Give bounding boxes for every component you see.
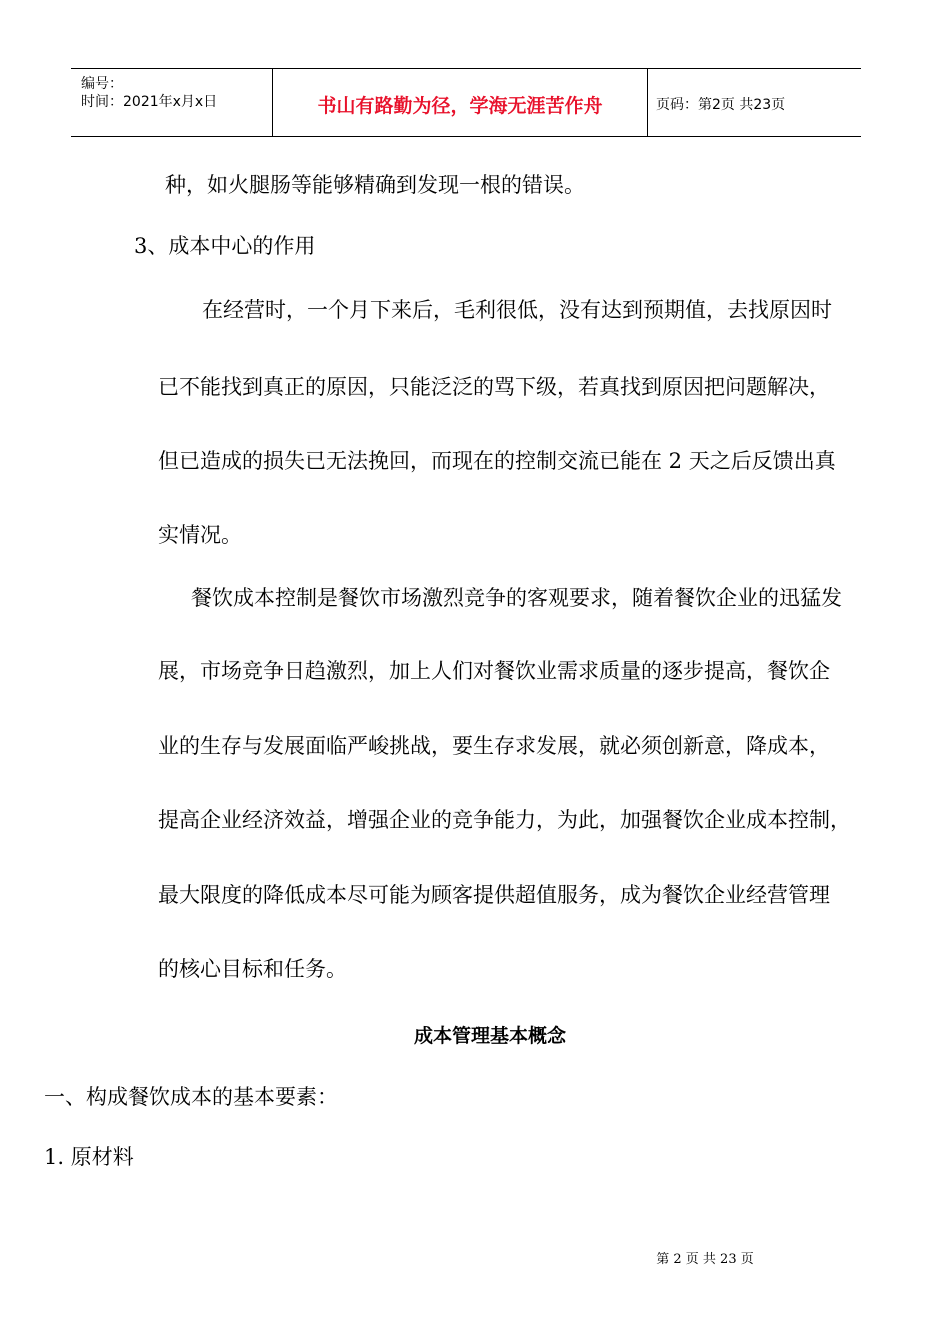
body-line: 实情况。	[158, 523, 242, 547]
body-line: 业的生存与发展面临严峻挑战，要生存求发展，就必须创新意，降成本，	[158, 734, 830, 758]
body-line: 提高企业经济效益，增强企业的竞争能力，为此，加强餐饮企业成本控制，	[158, 808, 851, 832]
number-label: 编号：	[81, 76, 123, 92]
body-line: 餐饮成本控制是餐饮市场激烈竞争的客观要求，随着餐饮企业的迅猛发	[191, 586, 842, 610]
page-code: 页码：第2页 共23页	[656, 97, 786, 113]
time-label: 时间：2021年x月x日	[81, 94, 218, 110]
body-line: 但已造成的损失已无法挽回，而现在的控制交流已能在 2 天之后反馈出真	[158, 449, 836, 473]
body-line: 在经营时，一个月下来后，毛利很低，没有达到预期值，去找原因时	[202, 298, 832, 322]
body-line: 最大限度的降低成本尽可能为顾客提供超值服务，成为餐饮企业经营管理	[158, 883, 830, 907]
body-line: 种，如火腿肠等能够精确到发现一根的错误。	[165, 173, 585, 197]
body-line: 展，市场竞争日趋激烈，加上人们对餐饮业需求质量的逐步提高，餐饮企	[158, 659, 830, 683]
page-footer: 第 2 页 共 23 页	[656, 1252, 754, 1267]
header-page-cell	[648, 69, 861, 136]
section-line: 1. 原材料	[44, 1145, 134, 1169]
body-line: 3、成本中心的作用	[134, 234, 316, 258]
section-line: 一、构成餐饮成本的基本要素：	[44, 1085, 338, 1109]
page-header	[71, 68, 861, 137]
motto: 书山有路勤为径，学海无涯苦作舟	[317, 95, 603, 117]
header-info-cell	[71, 69, 271, 136]
body-line: 已不能找到真正的原因，只能泛泛的骂下级，若真找到原因把问题解决，	[158, 375, 830, 399]
section-heading: 成本管理基本概念	[413, 1025, 566, 1047]
header-motto-cell	[272, 69, 648, 136]
body-line: 的核心目标和任务。	[158, 957, 347, 981]
